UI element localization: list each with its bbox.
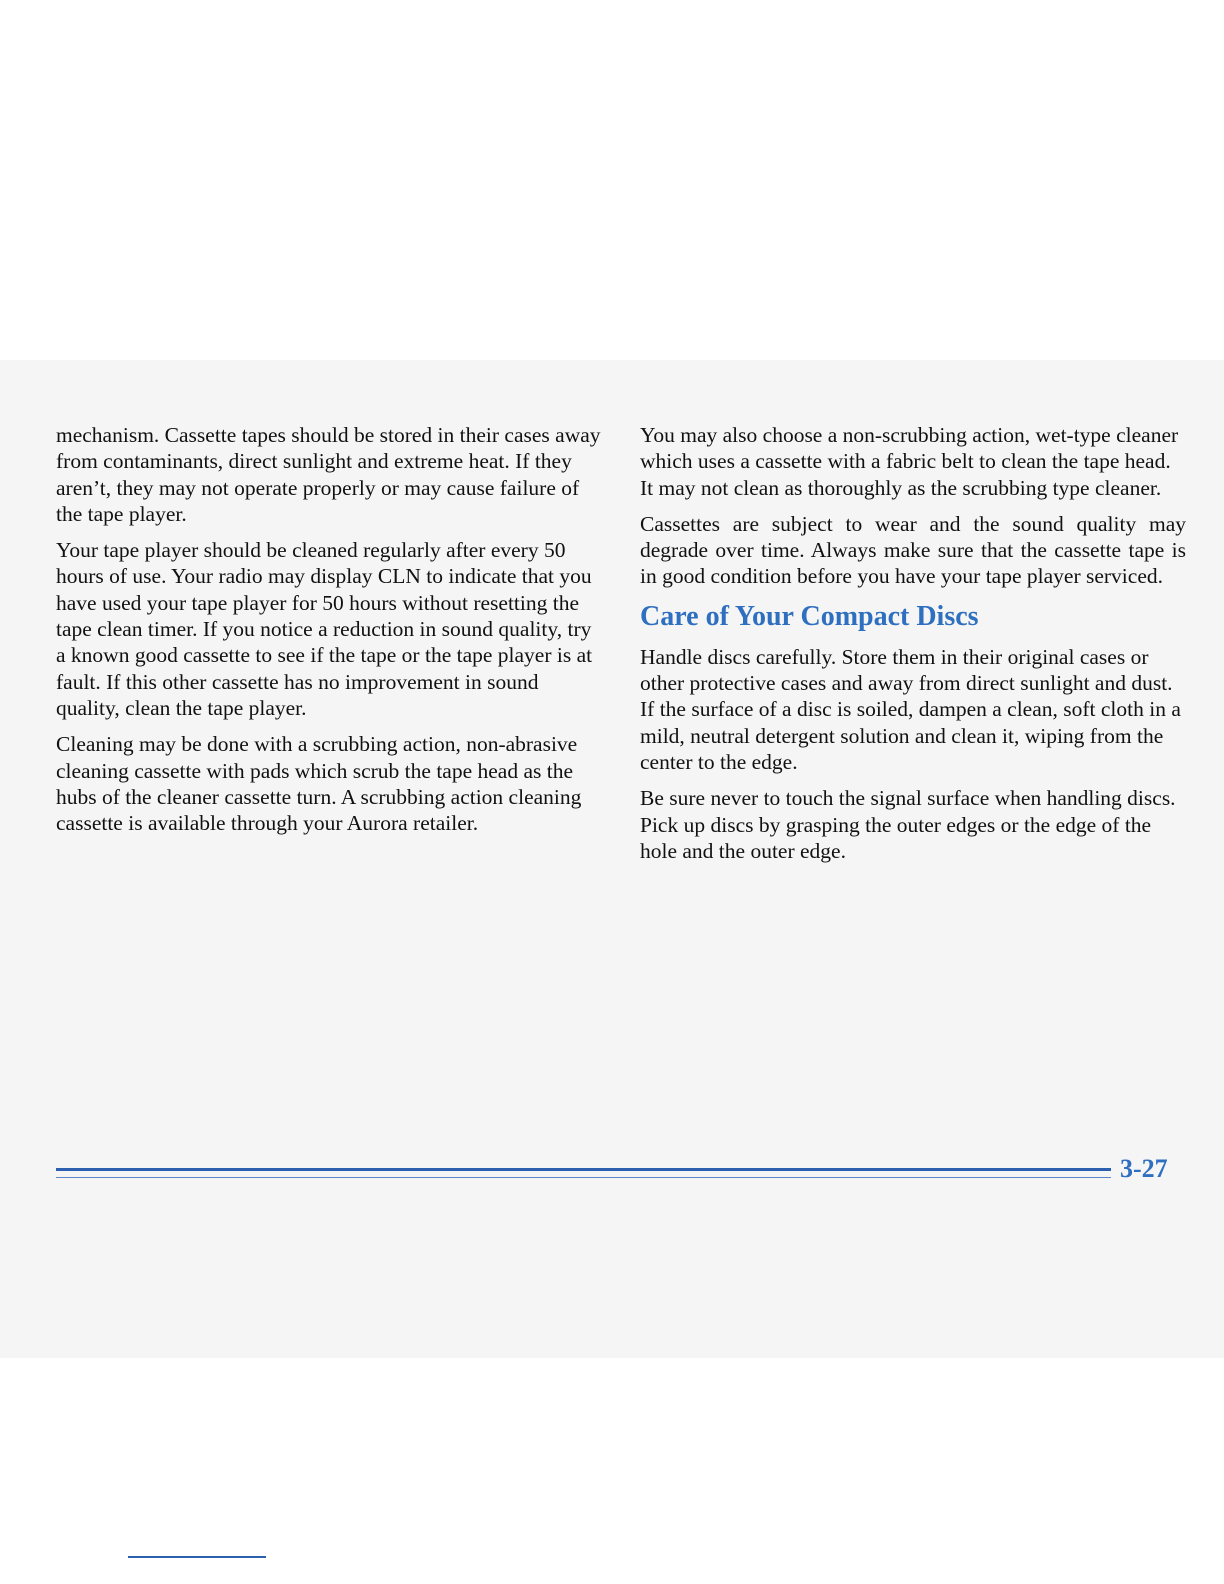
paragraph: Your tape player should be cleaned regularly after every 50 hours of use. Your radio may display CLN to indicate that you have used your tape player for 50 hours without resetting the tape clean timer. If you notice a reduction in sound quality, try a known good cassette to see if the tape or the tape player is at fault. If this other cassette has no improvement in sound quality, clean the tape player.	[56, 538, 593, 720]
left-column	[56, 422, 602, 846]
paragraph: mechanism. Cassette tapes should be stored in their cases away from contaminants, direct sunlight and extreme heat. If they aren’t, they may not operate properly or may cause failure of the tape player.	[56, 423, 601, 526]
paragraph: Be sure never to touch the signal surface when handling discs. Pick up discs by grasping the outer edges or the edge of the hole and the outer edge.	[640, 786, 1176, 863]
paragraph: You may also choose a non-scrubbing action, wet-type cleaner which uses a cassette with a fabric belt to clean the tape head. It may not clean as thoroughly as the scrubbing type cleaner.	[640, 423, 1179, 500]
page-number: 3-27	[1120, 1154, 1168, 1183]
section-heading: Care of Your Compact Discs	[640, 600, 979, 632]
footer-rule	[56, 1168, 1111, 1171]
paragraph: Cleaning may be done with a scrubbing action, non-abrasive cleaning cassette with pads which scrub the tape head as the hubs of the cleaner cassette turn. A scrubbing action cleaning cassette is available through your Aurora retailer.	[56, 732, 582, 836]
footer-rule-thin	[56, 1177, 1111, 1178]
paragraph: Handle discs carefully. Store them in their original cases or other protective cases and away from direct sunlight and dust. If the surface of a disc is soiled, dampen a clean, soft cloth in a mild, neutral detergent solution and clean it, wiping from the center to the edge.	[640, 644, 1181, 774]
right-column	[640, 422, 1186, 874]
divider	[128, 1556, 266, 1558]
paragraph: Cassettes are subject to wear and the sound quality may degrade over time. Always make sure that the cassette tape is in good condition before you have your tape player serviced.	[640, 511, 1186, 589]
